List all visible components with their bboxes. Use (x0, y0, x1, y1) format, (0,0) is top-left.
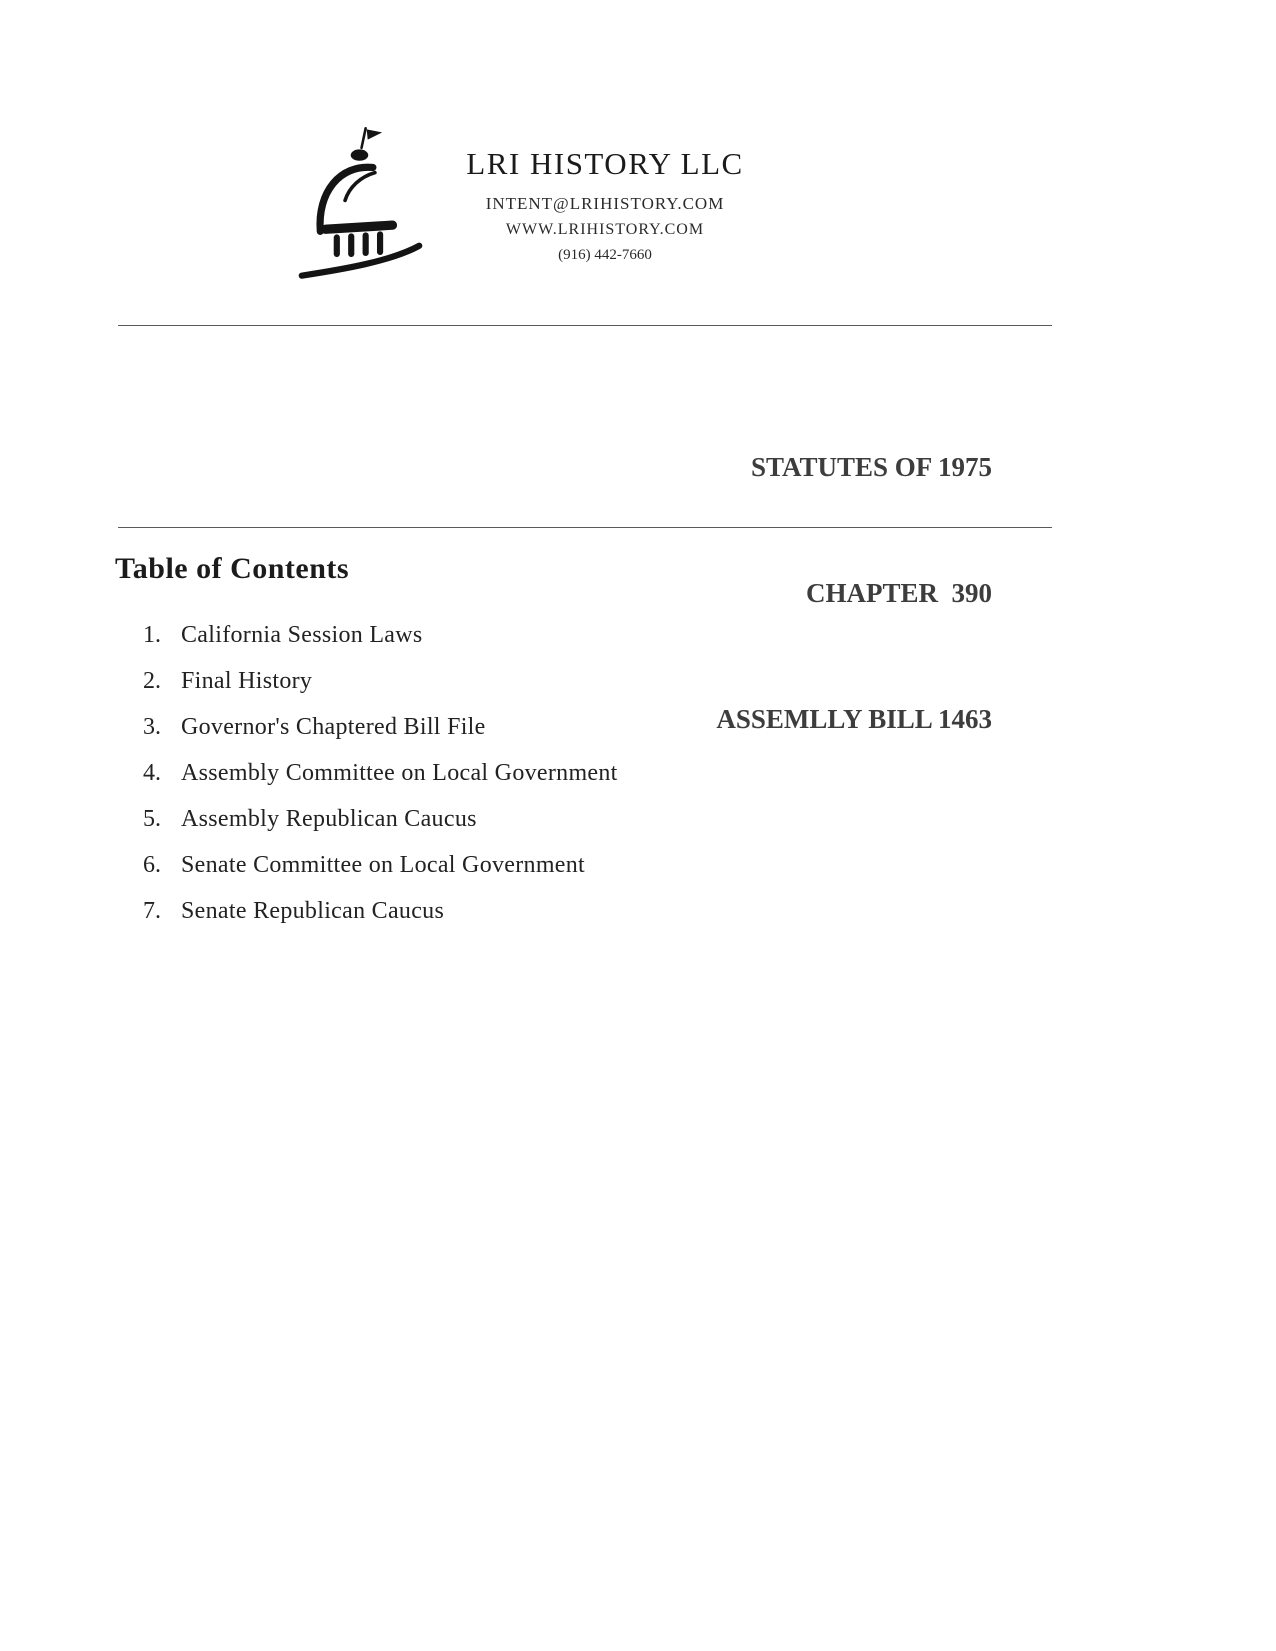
statutes-line-3: ASSEMLLY BILL 1463 (716, 704, 992, 734)
statutes-line-1: STATUTES OF 1975 (750, 452, 992, 482)
toc-item (143, 852, 943, 879)
divider-bottom (118, 527, 1052, 528)
toc-item-number: 5. (143, 806, 161, 832)
toc-item-number: 3. (143, 714, 161, 740)
toc-item-label: Senate Committee on Local Government (181, 852, 586, 878)
toc-item-label: Final History (181, 668, 313, 694)
toc-item-label: Assembly Republican Caucus (181, 806, 477, 832)
toc-item-number: 6. (143, 852, 161, 878)
capitol-dome-icon (288, 118, 433, 288)
company-email: INTENT@LRIHISTORY.COM (485, 194, 725, 213)
company-website: WWW.LRIHISTORY.COM (505, 221, 705, 238)
toc-list (143, 622, 943, 944)
toc-item-number: 4. (143, 760, 161, 786)
company-phone: (916) 442-7660 (558, 247, 652, 263)
toc-item (143, 622, 943, 649)
toc-item-number: 7. (143, 898, 161, 924)
toc-item (143, 714, 943, 741)
toc-item (143, 806, 943, 833)
capitol-dome-logo (288, 118, 433, 288)
letterhead (415, 146, 795, 264)
company-name: LRI HISTORY LLC (466, 146, 744, 181)
toc-item (143, 898, 943, 925)
toc-item-number: 2. (143, 668, 161, 694)
toc-item-number: 1. (143, 622, 161, 648)
toc-item (143, 668, 943, 695)
toc-item-label: California Session Laws (181, 622, 423, 648)
toc-item-label: Senate Republican Caucus (181, 898, 445, 924)
divider-top (118, 325, 1052, 326)
statutes-line-2: CHAPTER 390 (805, 578, 992, 608)
toc-heading: Table of Contents (115, 552, 350, 585)
toc-item-label: Assembly Committee on Local Government (181, 760, 618, 786)
toc-item-label: Governor's Chaptered Bill File (181, 714, 486, 740)
toc-item (143, 760, 943, 787)
